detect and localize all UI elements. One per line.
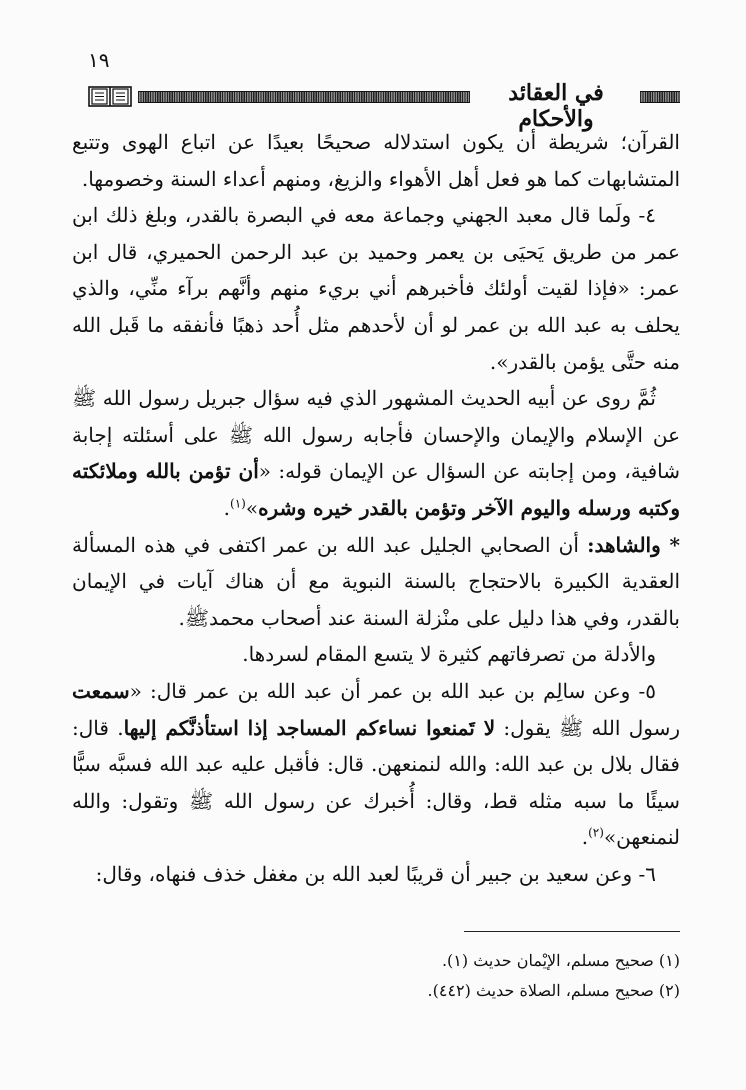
paragraph-6 xyxy=(72,673,680,856)
footnote-divider xyxy=(464,931,680,932)
footnote-ref-1: (١) xyxy=(230,496,246,511)
evidence-label: * والشاهد: xyxy=(587,532,680,557)
footnotes xyxy=(330,946,680,1006)
header-title: في العقائد والأحكام xyxy=(508,80,604,132)
footnote-ref-2: (٢) xyxy=(588,825,604,840)
paragraph-6-text-2: رسول الله ﷺ يقول: xyxy=(495,715,680,740)
paragraph-4 xyxy=(72,527,680,637)
hadith-quote: أن تؤمن بالله وملائكته وكتبه ورسله واليوم الآخر وتؤمن بالقدر خيره وشره xyxy=(72,459,680,520)
paragraph-3-end: . xyxy=(223,495,230,520)
hadith-quote-2: لا تَمنعوا نساءكم المساجد إذا استأذنَّكم إليها xyxy=(123,715,496,740)
main-text xyxy=(72,124,680,892)
footnote-1: (١) صحيح مسلم، الإيْمان حديث (١). xyxy=(441,951,680,970)
book-icon xyxy=(88,84,132,108)
evidence-text: أن الصحابي الجليل عبد الله بن عمر اكتفى في هذه المسألة العقدية الكبيرة بالاحتجاج بالسنة النبوية مع أن هناك آيات في الإيمان بالقدر، وفي هذا دليل على منْزلة السنة عند أصحاب محمدﷺ. xyxy=(72,532,680,630)
footnote-2: (٢) صحيح مسلم، الصلاة حديث (٤٤٢). xyxy=(427,981,680,1000)
paragraph-6-text-3: . قال: فقال بلال بن عبد الله: والله لنمنعهن. قال: فأقبل عليه عبد الله فسبَّه سبًّا سيئًا ما سبه مثله قط، وقال: أُخبرك عن رسول الله ﷺ وتقول: والله لنمنعهن» xyxy=(72,715,680,850)
paragraph-3-text: ثُمَّ روى عن أبيه الحديث المشهور الذي فيه سؤال جبريل رسول الله ﷺ عن الإسلام والإيمان والإحسان فأجابه رسول الله ﷺ على أسئلته إجابة شافية، ومن إجابته عن السؤال عن الإيمان قوله: « xyxy=(72,386,681,484)
paragraph-3 xyxy=(72,380,680,526)
paragraph-5: والأدلة من تصرفاتهم كثيرة لا يتسع المقام لسردها. xyxy=(242,642,656,667)
paragraph-1: القرآن؛ شريطة أن يكون استدلاله صحيحًا بعيدًا عن اتباع الهوى وتتبع المتشابهات كما هو فعل أهل الأهواء والزيغ، ومنهم أعداء السنة وخصومها. xyxy=(72,130,680,191)
paragraph-6-text: ٥- وعن سالِم بن عبد الله بن عمر أن عبد الله بن عمر قال: « xyxy=(129,678,656,703)
paragraph-6-end: . xyxy=(581,825,589,850)
running-header xyxy=(88,80,680,132)
header-ornament-bar-left xyxy=(138,91,470,103)
quote-close: » xyxy=(245,495,259,520)
bold-heard: سمعت xyxy=(72,678,130,703)
header-ornament-bar-right xyxy=(640,91,680,103)
page-number: ١٩ xyxy=(88,48,110,72)
paragraph-2: ٤- ولَما قال معبد الجهني وجماعة معه في البصرة بالقدر، وبلغ ذلك ابن عمر من طريق يَحيَى بن يعمر وحميد بن عبد الرحمن الحميري، قال ابن عمر: «فإذا لقيت أولئك فأخبرهم أني بريء منهم وأنَّهم برآء منِّي، والذي يحلف به عبد الله بن عمر لو أن لأحدهم مثل أُحد ذهبًا فأنفقه ما قَبل الله منه حتَّى يؤمن بالقدر». xyxy=(72,203,680,374)
paragraph-7: ٦- وعن سعيد بن جبير أن قريبًا لعبد الله بن مغفل خذف فنهاه، وقال: xyxy=(95,861,656,886)
